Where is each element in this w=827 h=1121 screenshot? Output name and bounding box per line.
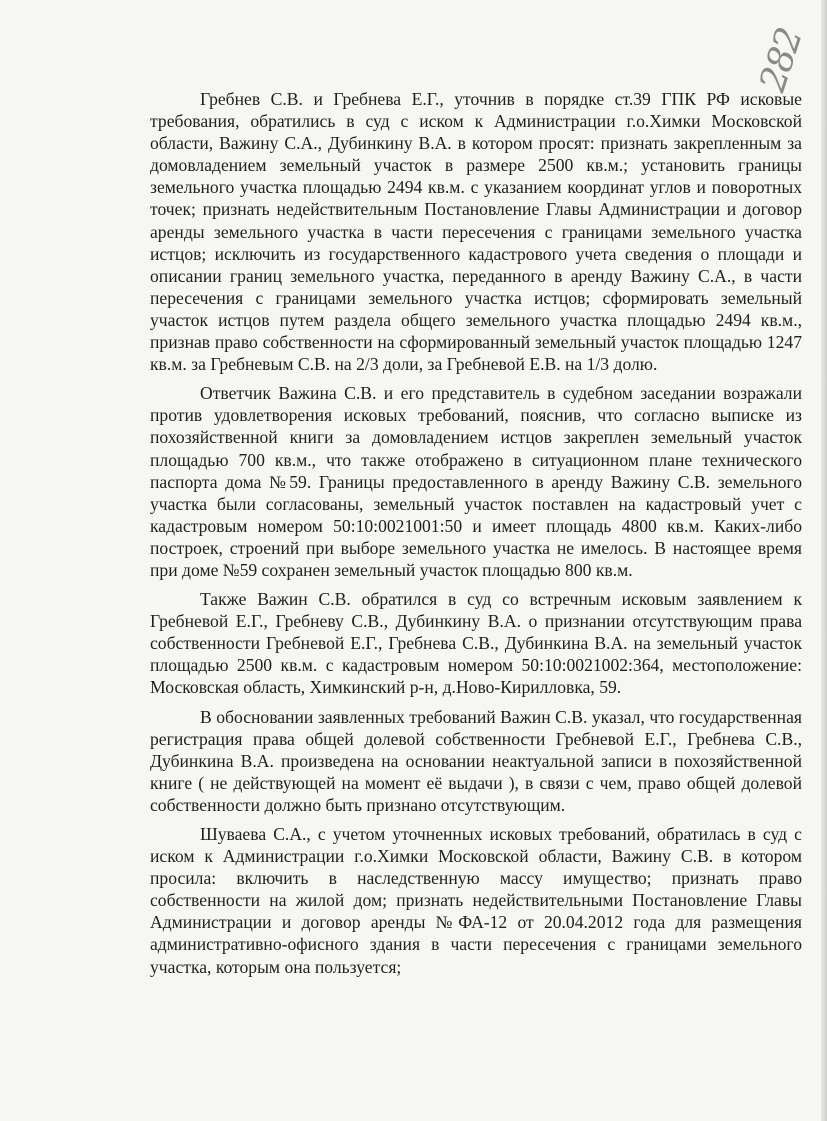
document-body xyxy=(150,88,802,978)
paragraph-counterclaim-grounds: В обосновании заявленных требований Важин С.В. указал, что государственная регистрация права общей долевой собственности Гребневой Е.Г., Гребнева С.В., Дубинкина В.А. произведена на основании неактуальной записи в похозяйственной книге ( не действующей на момент её выдачи ), в связи с чем, право общей долевой собственности должно быть признано отсутствующим. xyxy=(150,706,802,815)
paragraph-defendant-objection: Ответчик Важина С.В. и его представитель в судебном заседании возражали против удовлетворения исковых требований, пояснив, что согласно выписке из похозяйственной книги за домовладением истцов закреплен земельный участок площадью 700 кв.м., что также отображено в ситуационном плане технического паспорта дома №59. Границы предоставленного в аренду Важину С.В. земельного участка были согласованы, земельный участок поставлен на кадастровый учет с кадастровым номером 50:10:0021001:50 и имеет площадь 4800 кв.м. Каких-либо построек, строений при выборе земельного участка не имелось. В настоящее время при доме №59 сохранен земельный участок площадью 800 кв.м. xyxy=(150,383,802,580)
paragraph-counterclaim: Также Важин С.В. обратился в суд со встречным исковым заявлением к Гребневой Е.Г., Гребневу С.В., Дубинкину В.А. о признании отсутствующим права собственности Гребневой Е.Г., Гребнева С.В., Дубинкина В.А. на земельный участок площадью 2500 кв.м. с кадастровым номером 50:10:0021002:364, местоположение: Московская область, Химкинский р-н, д.Ново-Кирилловка, 59. xyxy=(150,589,802,698)
paragraph-claim-grebnevy: Гребнев С.В. и Гребнева Е.Г., уточнив в порядке ст.39 ГПК РФ исковые требования, обратились в суд с иском к Администрации г.о.Химки Московской области, Важину С.А., Дубинкину В.А. в котором просят: признать закрепленным за домовладением земельный участок в размере 2500 кв.м.; установить границы земельного участка площадью 2494 кв.м. с указанием координат углов и поворотных точек; признать недействительным Постановление Главы Администрации и договор аренды земельного участка в части пересечения с границами земельного участка истцов; исключить из государственного кадастрового учета сведения о площади и описании границ земельного участка, переданного в аренду Важину С.А., в части пересечения с границами земельного участка истцов; сформировать земельный участок истцов путем раздела общего земельного участка площадью 2494 кв.м., признав право собственности на сформированный земельный участок площадью 1247 кв.м. за Гребневым С.В. на 2/3 доли, за Гребневой Е.В. на 1/3 долю. xyxy=(150,89,802,375)
handwritten-page-number: 282 xyxy=(752,24,811,97)
paragraph-claim-shuvaeva: Шуваева С.А., с учетом уточненных исковых требований, обратилась в суд с иском к Администрации г.о.Химки Московской области, Важину С.В. в котором просила: включить в наследственную массу имущество; признать право собственности на жилой дом; признать недействительными Постановление Главы Администрации и договор аренды №ФА-12 от 20.04.2012 года для размещения административно-офисного здания в части пересечения с границами земельного участка, которым она пользуется; xyxy=(150,824,802,977)
page-edge xyxy=(821,0,827,1121)
